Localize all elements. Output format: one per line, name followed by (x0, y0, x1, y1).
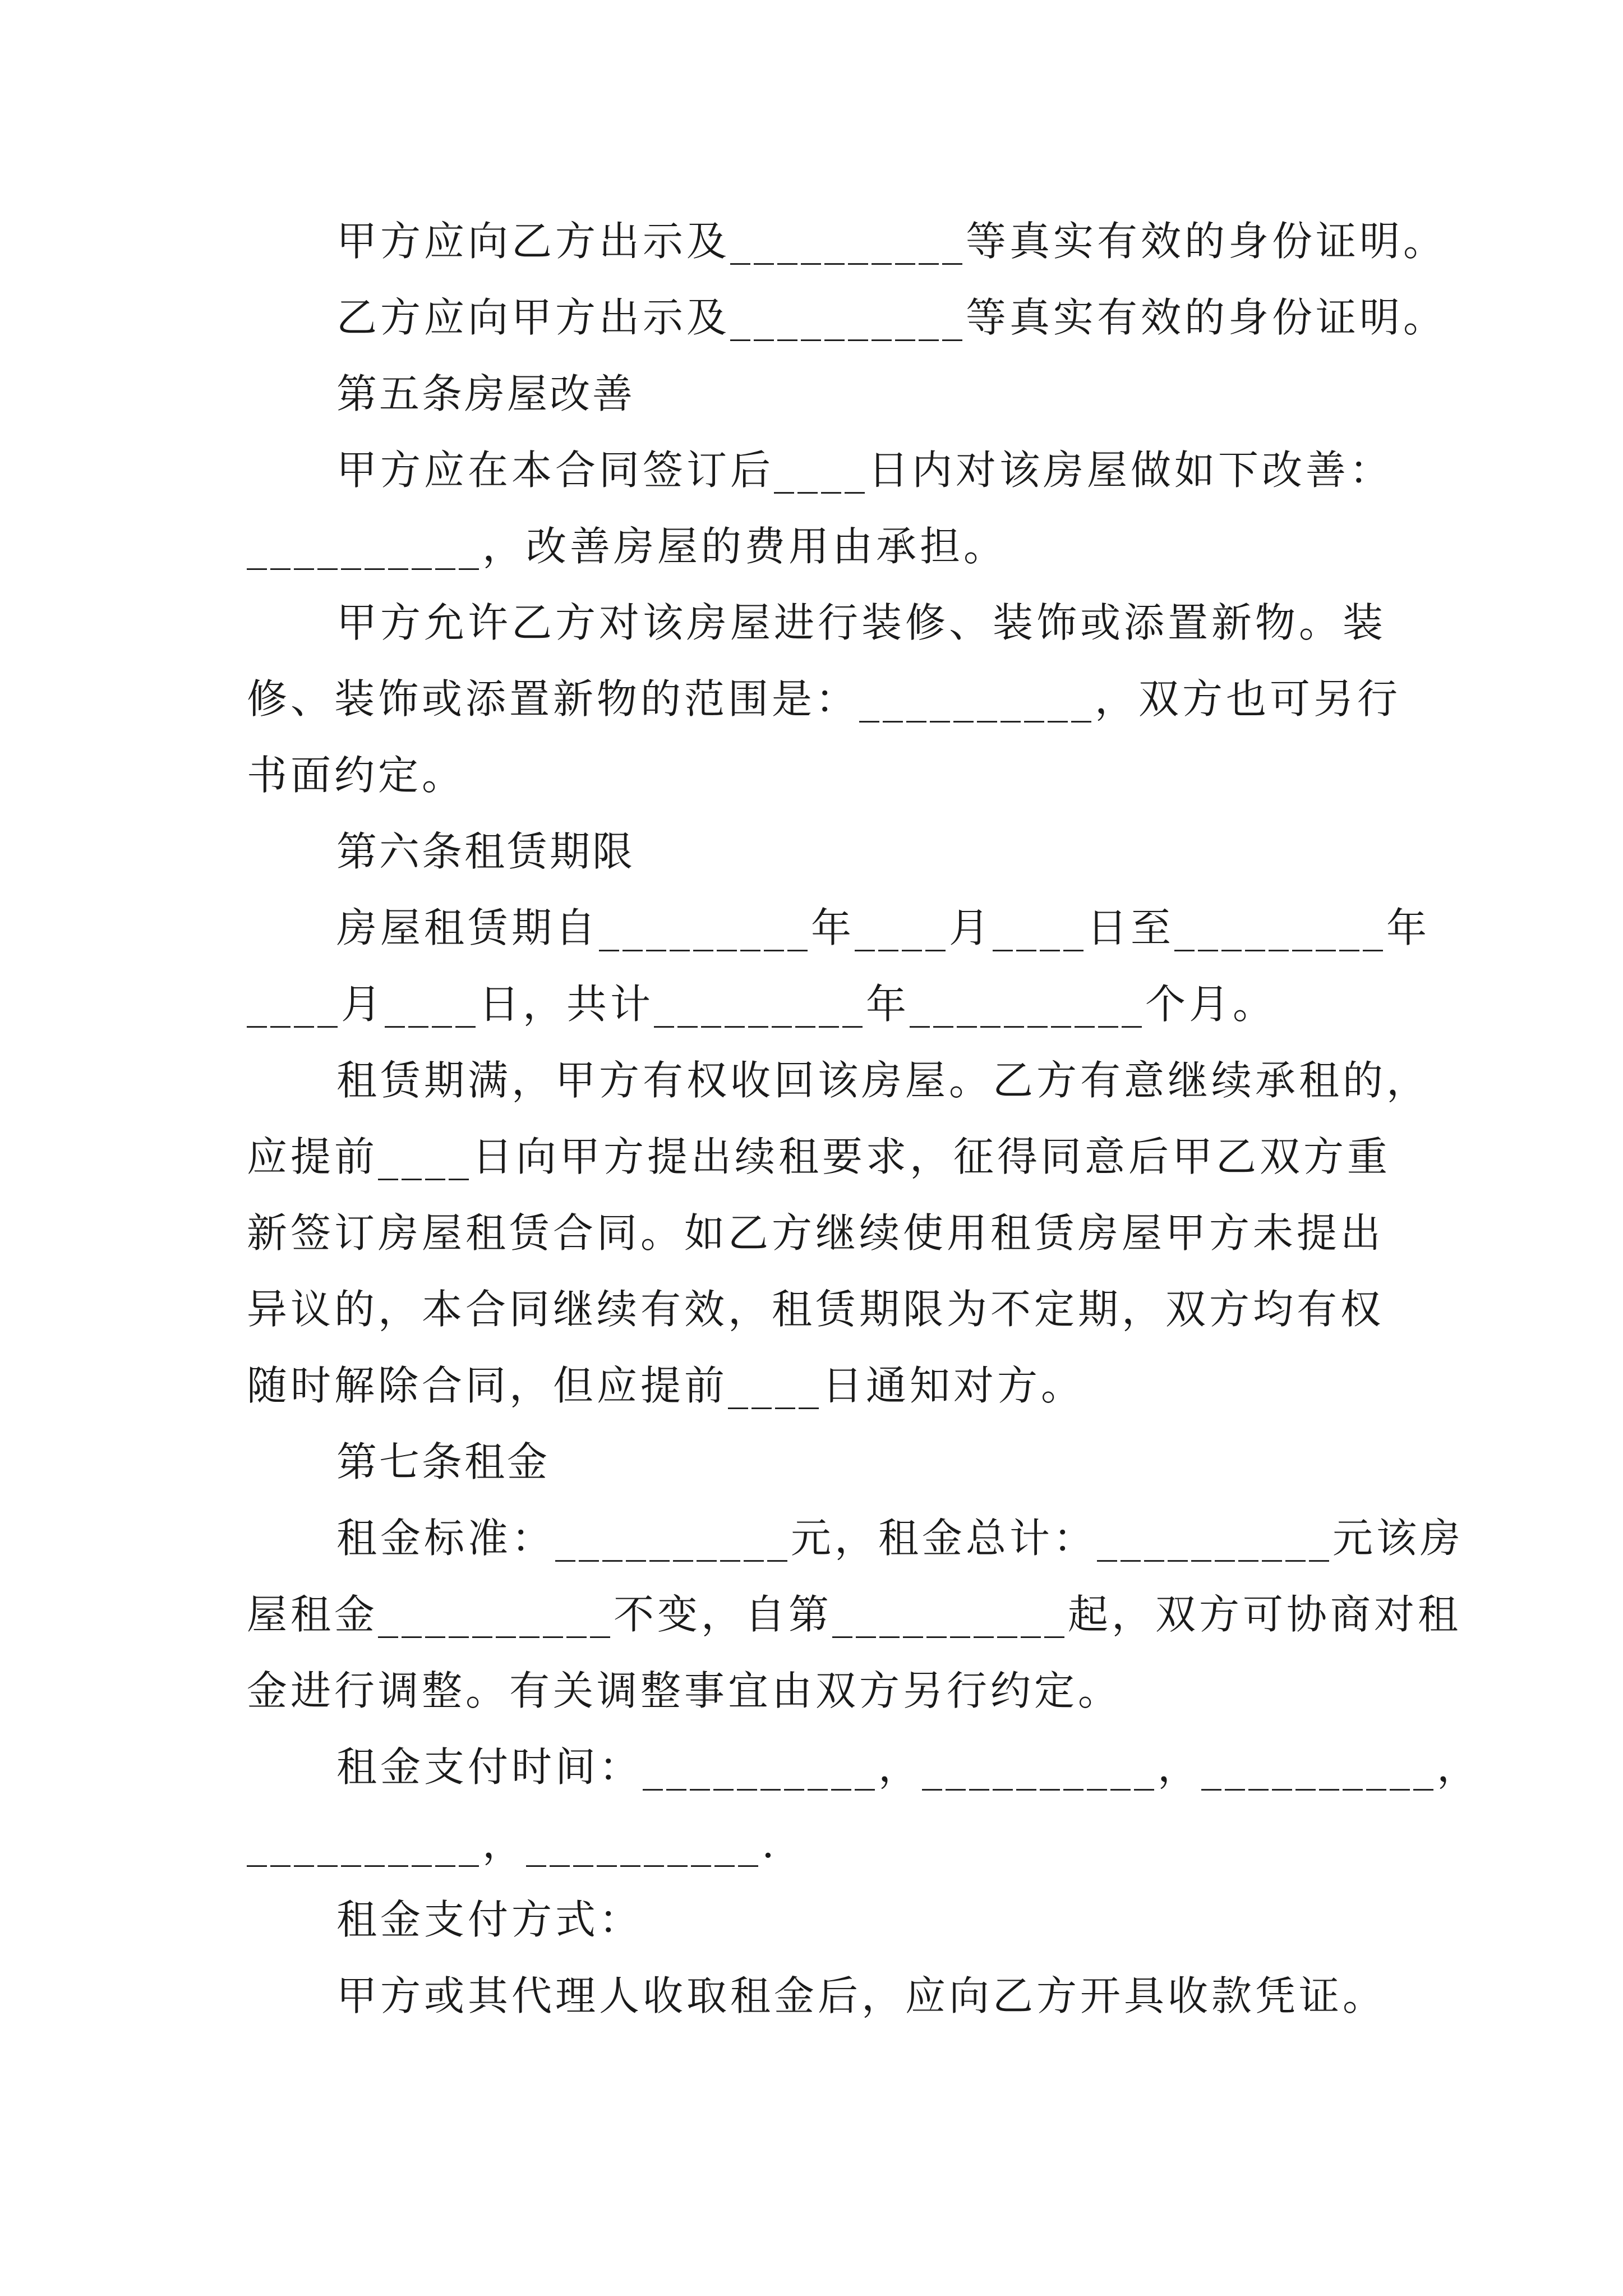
paragraph-line: 甲方允许乙方对该房屋进行装修、装饰或添置新物。装 (336, 599, 1387, 646)
paragraph-line: 金进行调整。有关调整事宜由双方另行约定。 (247, 1667, 1122, 1714)
paragraph-line: ____月____日，共计_________年__________个月。 (247, 981, 1277, 1028)
paragraph-line: __________，改善房屋的费用由承担。 (247, 523, 1008, 570)
paragraph-line: 租金支付方式： (336, 1896, 643, 1943)
paragraph-line: 甲方或其代理人收取租金后，应向乙方开具收款凭证。 (336, 1972, 1387, 2019)
paragraph-line: 屋租金__________不变，自第__________起，双方可协商对租 (247, 1591, 1462, 1638)
section-heading: 第七条租金 (336, 1438, 550, 1485)
paragraph-line: 乙方应向甲方出示及__________等真实有效的身份证明。 (336, 294, 1447, 341)
paragraph-line: 异议的，本合同继续有效，租赁期限为不定期，双方均有权 (247, 1286, 1385, 1333)
paragraph-line: 新签订房屋租赁合同。如乙方继续使用租赁房屋甲方未提出 (247, 1209, 1385, 1257)
paragraph-line: 书面约定。 (247, 752, 466, 799)
paragraph-line: 租金标准：__________元，租金总计：__________元该房 (336, 1515, 1464, 1562)
paragraph-line: 随时解除合同，但应提前____日通知对方。 (247, 1362, 1085, 1409)
paragraph-line: 租赁期满，甲方有权收回该房屋。乙方有意继续承租的， (336, 1057, 1431, 1104)
paragraph-line: __________，__________. (247, 1820, 778, 1867)
paragraph-line: 甲方应向乙方出示及__________等真实有效的身份证明。 (336, 218, 1447, 265)
paragraph-line: 应提前____日向甲方提出续租要求，征得同意后甲乙双方重 (247, 1133, 1391, 1180)
paragraph-line: 租金支付时间：__________，__________，__________， (336, 1743, 1481, 1791)
paragraph-line: 房屋租赁期自_________年____月____日至_________年 (336, 904, 1431, 951)
section-heading: 第五条房屋改善 (336, 370, 635, 417)
section-heading: 第六条租赁期限 (336, 828, 635, 875)
paragraph-line: 甲方应在本合同签订后____日内对该房屋做如下改善： (336, 447, 1394, 494)
paragraph-line: 修、装饰或添置新物的范围是：__________，双方也可另行 (247, 675, 1401, 723)
